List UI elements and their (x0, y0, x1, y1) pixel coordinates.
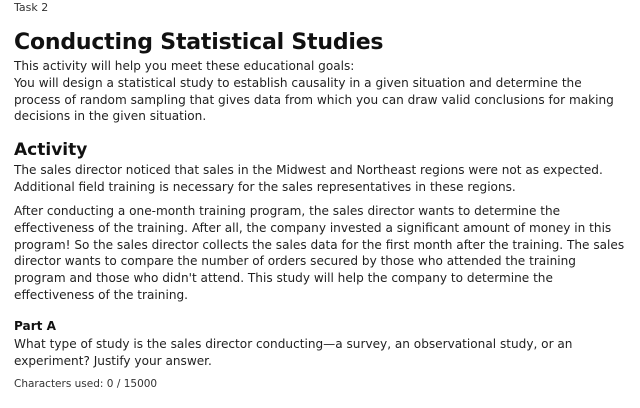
activity-heading: Activity (14, 140, 88, 160)
page-title: Conducting Statistical Studies (14, 30, 384, 55)
intro-section (14, 58, 626, 125)
character-counter (14, 377, 157, 391)
activity-paragraph-1: The sales director noticed that sales in the Midwest and Northeast regions were not as expected. Additional field training is necessary for the sales representatives in these regions. (14, 163, 603, 194)
task-label: Task 2 (14, 1, 49, 14)
character-counter-max: 15000 (123, 378, 158, 390)
character-counter-separator: / (116, 378, 121, 390)
character-counter-used: 0 (106, 378, 114, 390)
intro-goals-line: This activity will help you meet these educational goals: (14, 59, 355, 73)
character-counter-label: Characters used: (14, 378, 104, 390)
intro-goal-description: You will design a statistical study to establish causality in a given situation and determine the process of random sampling that gives data from which you can draw valid conclusions for making decisions in the given situation. (14, 75, 614, 124)
part-a-question: What type of study is the sales director conducting—a survey, an observational study, or an experiment? Justify your answer. (14, 337, 573, 368)
part-a-heading: Part A (14, 319, 57, 333)
activity-paragraph-2: After conducting a one-month training program, the sales director wants to determine the effectiveness of the training. After all, the company invested a significant amount of money in this program! So the sales director collects the sales data for the first month after the training. The sales director wants to compare the number of orders secured by those who attended the training program and those who didn't attend. This study will help the company to determine the effectiveness of the training. (14, 204, 625, 302)
